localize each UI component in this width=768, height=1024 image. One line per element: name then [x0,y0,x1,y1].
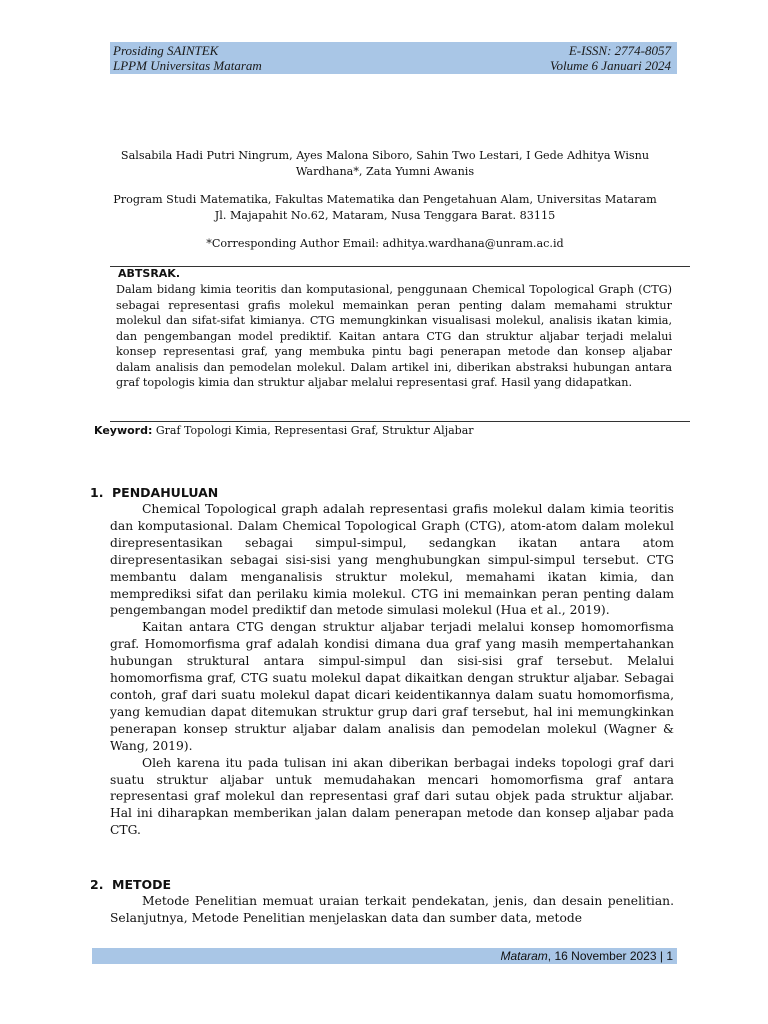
footer-date-page: , 16 November 2023 | 1 [547,949,673,963]
section-title: METODE [112,877,172,892]
section-body [110,893,674,927]
section-number: 2. [90,877,104,892]
page-footer [92,948,677,964]
corresponding-author: *Corresponding Author Email: adhitya.wardhana@unram.ac.id [206,237,564,250]
paragraph: Kaitan antara CTG dengan struktur aljabar terjadi melalui konsep homomorfisma graf. Homomorfisma graf adalah kondisi dimana dua graf yang masih mempertahankan hubungan struktural antara simpul-simpul dan sisi-sisi graf tersebut. Melalui homomorfisma graf, CTG suatu molekul dapat dikaitkan dengan struktur aljabar. Sebagai contoh, graf dari suatu molekul dapat dicari keidentikannya dalam suatu homomorfisma, yang kemudian dapat ditemukan struktur grup dari graf tersebut, hal ini memungkinkan penerapan konsep struktur aljabar dalam analisis dan pemodelan molekul (Wagner & Wang, 2019). [110,620,674,753]
publisher: LPPM Universitas Mataram [113,58,262,73]
paragraph: Metode Penelitian memuat uraian terkait pendekatan, jenis, dan desain penelitian. Selanjutnya, Metode Penelitian menjelaskan data dan sumber data, metode [110,894,674,925]
paragraph: Oleh karena itu pada tulisan ini akan diberikan berbagai indeks topologi graf dari suatu struktur aljabar untuk memudahakan mencari homomorfisma graf antara representasi graf molekul dan representasi graf dari sutau objek pada struktur aljabar. Hal ini diharapkan memberikan jalan dalam penerapan metode dan konsep aljabar pada CTG. [110,755,674,838]
abstract-heading: ABTSRAK. [118,267,181,280]
abstract-text: Dalam bidang kimia teoritis dan komputasional, penggunaan Chemical Topological Graph (CTG) sebagai representasi grafis molekul memainkan peran penting dalam memahami struktur molekul dan sifat-sifat kimianya. CTG memungkinkan visualisasi molekul, analisis ikatan kimia, dan pengembangan model prediktif. Kaitan antara CTG dan struktur aljabar terjadi melalui konsep representasi graf, yang membuka pintu bagi penerapan metode dan konsep aljabar dalam analisis dan pemodelan molekul. Dalam artikel ini, diberikan abstraksi hubungan antara graf topologis kimia dan struktur aljabar melalui representasi graf. Hasil yang didapatkan. [116,283,672,389]
proceedings-title: Prosiding SAINTEK [113,43,219,58]
footer-place: Mataram [500,949,548,963]
section-heading [90,877,171,893]
abstract-bottom-rule [110,421,690,422]
section-title: PENDAHULUAN [112,485,219,500]
keywords [94,424,474,438]
keywords-label: Keyword: [94,424,153,437]
affiliation [100,192,670,224]
footer-text [500,949,673,963]
keywords-text: Graf Topologi Kimia, Representasi Graf, Struktur Aljabar [155,424,474,437]
page-header [110,42,677,74]
paragraph: Chemical Topological graph adalah representasi grafis molekul dalam kimia teoritis dan komputasional. Dalam Chemical Topological Graph (CTG), atom-atom dalam molekul direpresentasikan sebagai simpul-simpul, sedangkan ikatan antara atom direpresentasikan sebagai sisi-sisi yang menghubungkan simpul-simpul tersebut. CTG membantu dalam menganalisis struktur molekul, memahami ikatan kimia, dan memprediksi sifat dan perilaku kimia molekul. CTG ini memainkan peran penting dalam pengembangan model prediktif dan metode simulasi molekul (Hua et al., 2019). [110,502,674,618]
issn: E-ISSN: 2774-8057 [568,43,671,58]
abstract-top-rule [110,266,690,267]
affiliation-address: Jl. Majapahit No.62, Mataram, Nusa Tenggara Barat. 83115 [214,209,556,222]
volume-info: Volume 6 Januari 2024 [550,58,671,73]
section-heading [90,485,218,501]
affiliation-line: Program Studi Matematika, Fakultas Matematika dan Pengetahuan Alam, Universitas Mataram [113,193,657,206]
section-body [110,501,674,839]
author-list: Salsabila Hadi Putri Ningrum, Ayes Malona Siboro, Sahin Two Lestari, I Gede Adhitya Wisnu Wardhana*, Zata Yumni Awanis [120,149,650,178]
section-number: 1. [90,485,104,500]
